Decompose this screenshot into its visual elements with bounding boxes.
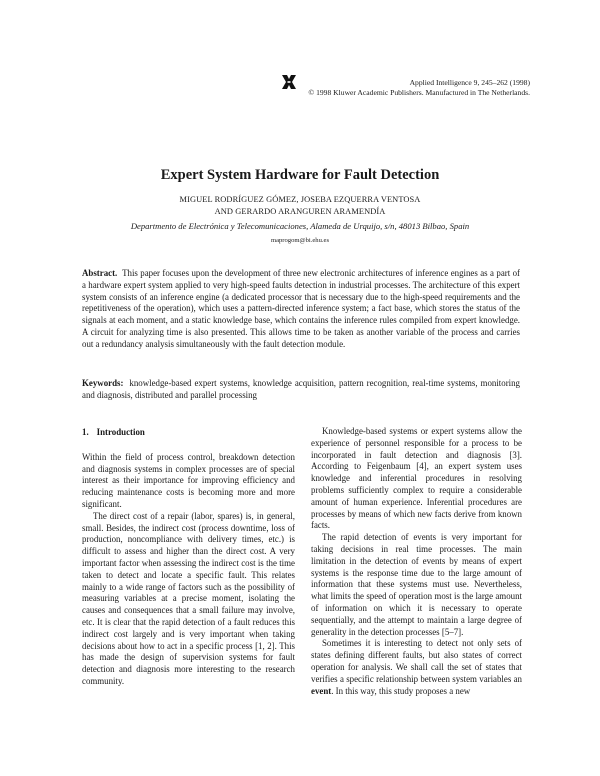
paragraph: Knowledge-based systems or expert systems allow the experience of personnel responsible for a process to be incorporated in fault detection and diagnosis [3]. According to Feigenbaum [4], an expert system uses knowledge and inferential procedures in resolving problems sufficiently complex to require a considerable amount of human experience. Inferential procedures are processes by means of which new facts derive from known facts. [311,426,522,531]
authors-line-1: MIGUEL RODRÍGUEZ GÓMEZ, JOSEBA EZQUERRA VENTOSA [179,195,421,204]
paragraph: Within the field of process control, breakdown detection and diagnosis systems in complex processes are of special interest as their importance for improving efficiency and reducing maintenance costs is becoming more and more significant. [82,451,295,509]
journal-citation: Applied Intelligence 9, 245–262 (1998) [409,78,530,87]
paragraph [311,638,522,697]
keywords-label: Keywords: [82,378,124,388]
paragraph: The direct cost of a repair (labor, spares) is, in general, small. Besides, the indirect cost (process downtime, loss of production, noncompliance with delivery times, etc.) is difficult to assess and higher than the direct cost. A very important factor when assessing the indirect cost is the time taken to detect and locate a specific fault. This relates mainly to a wide range of factors such as the possibility of measuring variables at a precise moment, isolating the causes and consequences that a small failure may involve, etc. It is clear that the rapid detection of a fault reduces this indirect cost largely and is very important when taking decisions about how to act in a specific process [1, 2]. This has made the design of supervision systems for fault detection and diagnosis more interesting to the research community. [82,510,295,686]
paper-title: Expert System Hardware for Fault Detection [160,167,440,183]
section-heading [82,427,295,439]
left-column [82,427,295,688]
section-number: 1. [82,427,89,437]
paragraph-text: . In this way, this study proposes a new [331,685,471,696]
abstract [82,268,520,351]
abstract-label: Abstract. [82,268,118,278]
section-title: Introduction [96,427,145,437]
right-column [311,426,522,697]
keywords [82,378,520,402]
copyright-line: © 1998 Kluwer Academic Publishers. Manufactured in The Netherlands. [308,88,530,97]
abstract-text: This paper focuses upon the development of three new electronic architectures of inference engines as a part of a hardware expert system applied to very high-speed faults detection in industrial processes. The architecture of this expert system consists of an inference engine (a dedicated processor that is necessary due to the high-speed requirements and the repetitiveness of the operation), which uses a pattern-directed inference system; a fact base, which stores the status of the signals at each moment, and a static knowledge base, which contains the inference rules compiled from expert knowledge. A circuit for analyzing time is also presented. This allows time to be taken as another variable of the process and carries out a redundancy analysis simultaneously with the fault detection module. [82,268,520,349]
author-email: maprogom@bi.ehu.es [270,237,330,244]
publisher-logo-icon [281,73,297,91]
keywords-text: knowledge-based expert systems, knowledge acquisition, pattern recognition, real-time systems, monitoring and diagnosis, distributed and parallel processing [82,378,520,400]
paragraph-text: Sometimes it is interesting to detect not only sets of states defining different faults, but also states of correct operation for analysis. We shall call the set of states that verifies a specific relationship between system variables an [311,638,522,684]
event-term: event [311,685,332,696]
paragraph: The rapid detection of events is very important for taking decisions in real time processes. The main limitation in the detection of events by means of expert systems is the response time due to the large amount of information that these systems must use. Nevertheless, what limits the speed of operation most is the large amount of information on which it is necessary to operate sequentially, and the attempt to maintain a large degree of generality in the detection processes [5–7]. [311,532,522,637]
authors-line-2: AND GERARDO ARANGUREN ARAMENDÍA [214,207,386,216]
affiliation: Departmento de Electrónica y Telecomunicaciones, Alameda de Urquijo, s/n, 48013 Bilbao, Spain [130,221,470,231]
